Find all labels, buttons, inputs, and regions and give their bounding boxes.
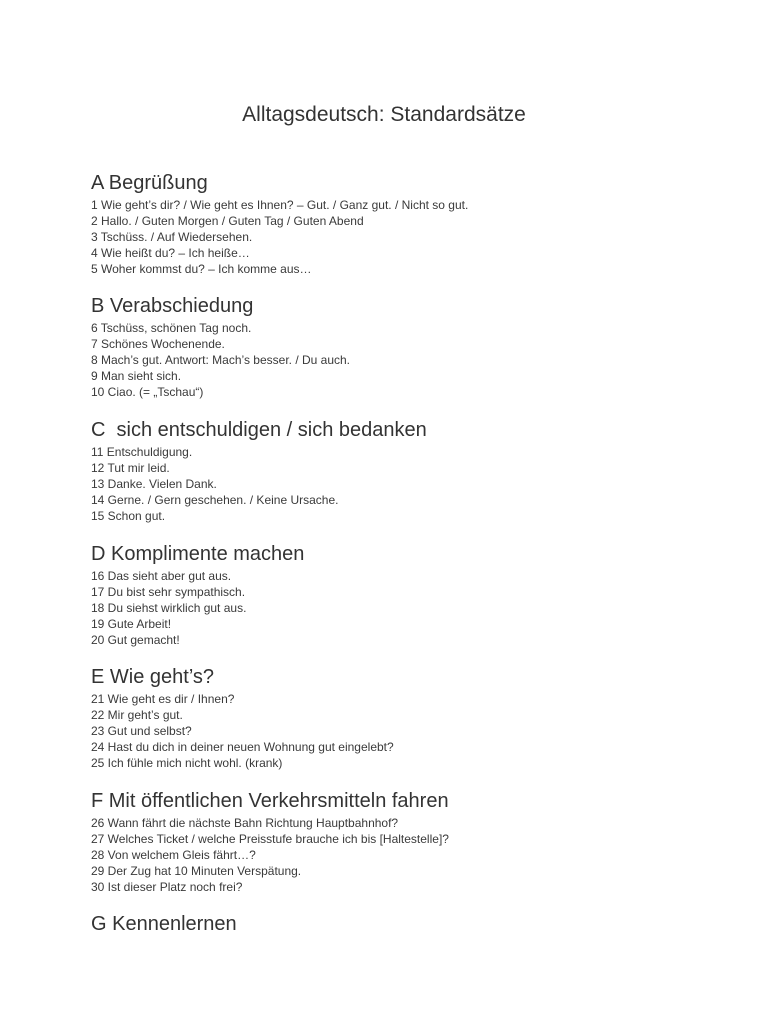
list-item: 19 Gute Arbeit! [91,617,172,631]
list-item: 22 Mir geht’s gut. [91,708,183,722]
list-item: 12 Tut mir leid. [91,461,170,475]
list-item: 25 Ich fühle mich nicht wohl. (krank) [91,756,283,770]
list-item: 21 Wie geht es dir / Ihnen? [91,692,235,706]
section-g [91,911,731,937]
section-heading: F Mit öffentlichen Verkehrsmitteln fahren [91,790,449,812]
list-item: 2 Hallo. / Guten Morgen / Guten Tag / Guten Abend [91,214,364,228]
list-item: 6 Tschüss, schönen Tag noch. [91,321,252,335]
list-item: 24 Hast du dich in deiner neuen Wohnung gut eingelebt? [91,740,394,754]
list-item: 8 Mach’s gut. Antwort: Mach’s besser. / Du auch. [91,353,351,367]
section-heading: C sich entschuldigen / sich bedanken [91,419,427,441]
list-item: 10 Ciao. (= „Tschau“) [91,385,204,399]
section-c [91,417,731,524]
section-item-list [91,691,731,771]
list-item: 29 Der Zug hat 10 Minuten Verspätung. [91,864,302,878]
list-item: 16 Das sieht aber gut aus. [91,569,232,583]
section-item-list [91,815,731,895]
section-heading: G Kennenlernen [91,913,237,935]
list-item: 14 Gerne. / Gern geschehen. / Keine Ursache. [91,493,339,507]
list-item: 30 Ist dieser Platz noch frei? [91,880,243,894]
section-heading: E Wie geht’s? [91,666,215,688]
section-item-list [91,568,731,648]
list-item: 20 Gut gemacht! [91,633,180,647]
list-item: 28 Von welchem Gleis fährt…? [91,848,256,862]
section-item-list [91,197,731,277]
page-title: Alltagsdeutsch: Standardsätze [242,103,526,126]
section-heading: D Komplimente machen [91,543,305,565]
list-item: 7 Schönes Wochenende. [91,337,225,351]
list-item: 11 Entschuldigung. [91,445,193,459]
list-item: 4 Wie heißt du? – Ich heiße… [91,246,250,260]
section-b [91,293,731,400]
list-item: 18 Du siehst wirklich gut aus. [91,601,247,615]
list-item: 27 Welches Ticket / welche Preisstufe brauche ich bis [Haltestelle]? [91,832,449,846]
section-item-list [91,320,731,400]
list-item: 23 Gut und selbst? [91,724,192,738]
list-item: 3 Tschüss. / Auf Wiedersehen. [91,230,253,244]
section-heading: B Verabschiedung [91,295,254,317]
section-d [91,541,731,648]
section-item-list [91,444,731,524]
section-a [91,170,731,277]
list-item: 26 Wann fährt die nächste Bahn Richtung Hauptbahnhof? [91,816,399,830]
section-e [91,664,731,771]
list-item: 13 Danke. Vielen Dank. [91,477,217,491]
list-item: 1 Wie geht’s dir? / Wie geht es Ihnen? – Gut. / Ganz gut. / Nicht so gut. [91,198,469,212]
section-heading: A Begrüßung [91,172,208,194]
section-f [91,788,731,895]
list-item: 15 Schon gut. [91,509,166,523]
list-item: 17 Du bist sehr sympathisch. [91,585,246,599]
list-item: 9 Man sieht sich. [91,369,182,383]
list-item: 5 Woher kommst du? – Ich komme aus… [91,262,312,276]
